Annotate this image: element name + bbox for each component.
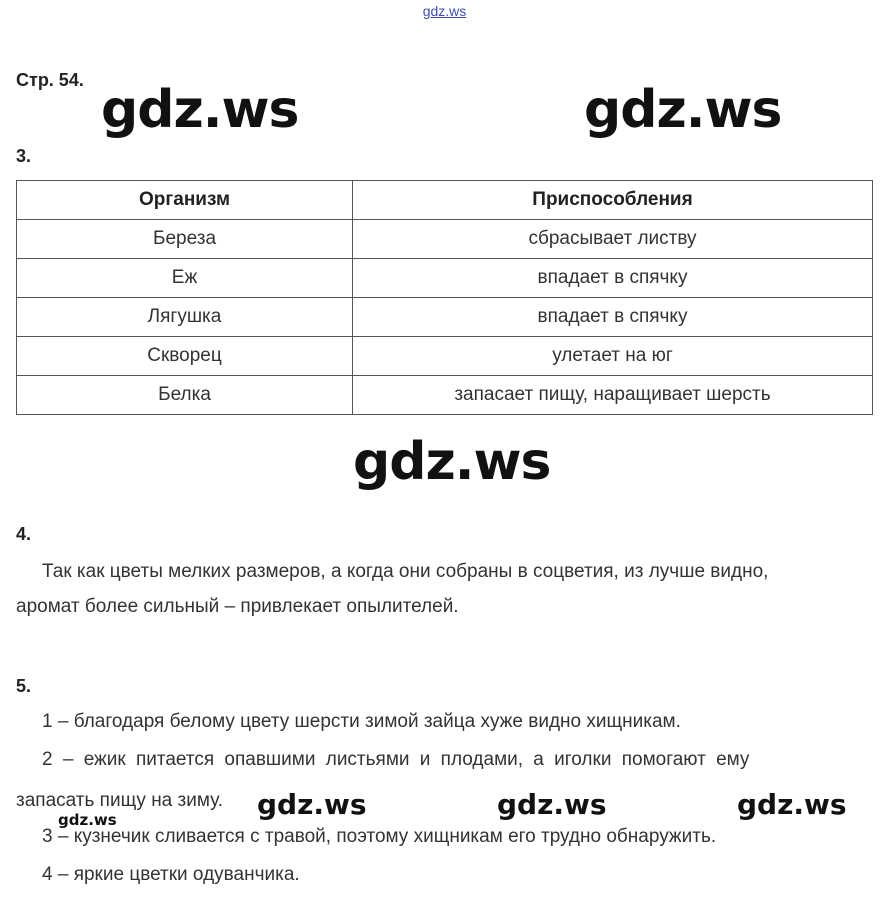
table-row (17, 298, 873, 337)
adaptation-cell: впадает в спячку (353, 298, 873, 337)
organism-cell: Белка (17, 376, 353, 415)
watermark: gdz.ws (737, 788, 847, 821)
table-header-row (17, 181, 873, 220)
adaptation-cell: впадает в спячку (353, 259, 873, 298)
header-adaptations: Приспособления (353, 181, 873, 220)
watermark: gdz.ws (257, 788, 367, 821)
task-4-text-line-1: Так как цветы мелких размеров, а когда они собраны в соцветия, из лучше видно, (42, 561, 769, 582)
watermark: gdz.ws (497, 788, 607, 821)
table-row (17, 376, 873, 415)
organism-cell: Скворец (17, 337, 353, 376)
task-5-item-3: 3 – кузнечик сливается с травой, поэтому хищникам его трудно обнаружить. (42, 826, 717, 847)
table-row (17, 337, 873, 376)
adaptation-table (16, 180, 873, 415)
task-4-number: 4. (16, 524, 32, 544)
task-5-item-1: 1 – благодаря белому цвету шерсти зимой зайца хуже видно хищникам. (42, 711, 681, 732)
watermark: gdz.ws (353, 432, 551, 492)
adaptation-cell: запасает пищу, наращивает шерсть (353, 376, 873, 415)
header-organism: Организм (17, 181, 353, 220)
task-5-item-4: 4 – яркие цветки одуванчика. (42, 864, 300, 885)
adaptation-cell: сбрасывает листву (353, 220, 873, 259)
adaptation-cell: улетает на юг (353, 337, 873, 376)
task-3-number: 3. (16, 146, 32, 166)
watermark: gdz.ws (58, 811, 117, 829)
top-watermark-link[interactable]: gdz.ws (422, 3, 467, 19)
page-label: Стр. 54. (16, 70, 84, 90)
table-row (17, 220, 873, 259)
watermark: gdz.ws (584, 80, 782, 140)
task-5-item-2-line-2: запасать пищу на зиму. (16, 790, 224, 811)
organism-cell: Еж (17, 259, 353, 298)
task-5-item-2-line-1: 2 – ежик питается опавшими листьями и плодами, а иголки помогают ему (42, 749, 750, 770)
organism-cell: Лягушка (17, 298, 353, 337)
watermark: gdz.ws (101, 80, 299, 140)
task-4-text-line-2: аромат более сильный – привлекает опылителей. (16, 596, 459, 617)
table-row (17, 259, 873, 298)
task-5-number: 5. (16, 676, 32, 696)
organism-cell: Береза (17, 220, 353, 259)
